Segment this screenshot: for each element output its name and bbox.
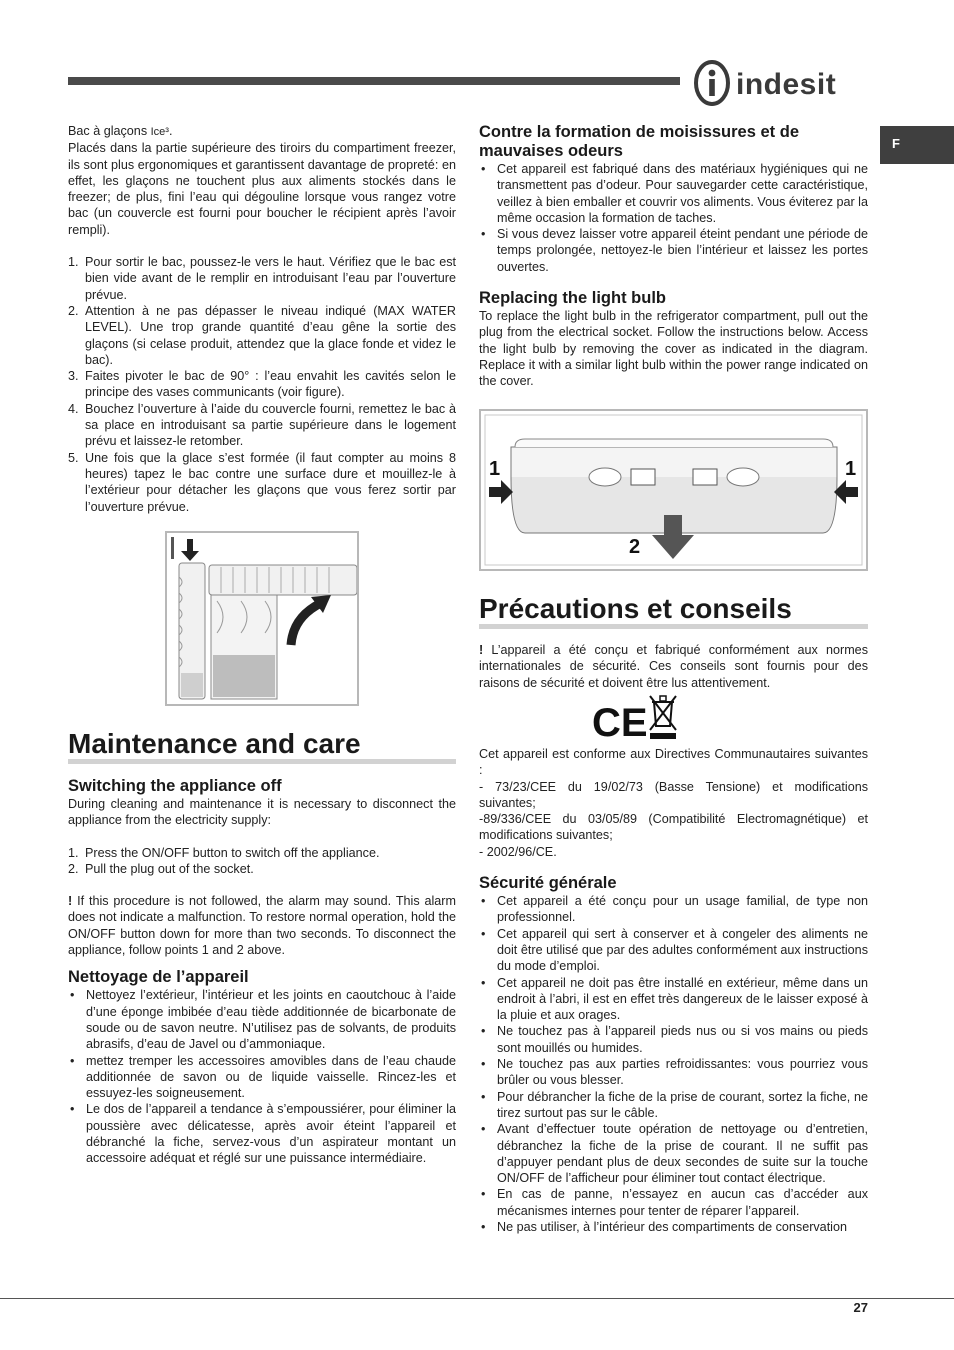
figure-label-bottom: 2 — [629, 536, 641, 558]
compliance-line: - 73/23/CEE du 19/02/73 (Basse Tensione) et modifications suivantes; — [479, 779, 868, 810]
page-number: 27 — [853, 1300, 868, 1315]
maintenance-section — [68, 777, 456, 1167]
switching-warning: ! If this procedure is not followed, the alarm may sound. This alarm does not indicate a malfunction. To restore normal operation, hold the ON/OFF button down for more than two seconds. To disconnect the appliance, follow points 1 and 2 above. — [68, 894, 456, 958]
figure-label-right: 1 — [845, 458, 857, 480]
ice-heading: Bac à glaçons Ice³. — [68, 124, 173, 138]
mould-list — [479, 161, 868, 275]
indesit-logo — [692, 60, 872, 106]
ce-mark: CE — [592, 701, 648, 740]
ice-tray-figure — [165, 531, 359, 706]
switching-intro: During cleaning and maintenance it is necessary to disconnect the appliance from the electricity supply: — [68, 797, 456, 828]
light-cover-illustration — [481, 411, 866, 569]
compliance-marks — [592, 692, 678, 740]
list-item: • Cet appareil est fabriqué dans des matériaux hygiéniques qui ne transmettent pas d’odeur. Pour sauvegarder cette caractéristique, veillez à bien emballer et couvrir vos aliments. Vous éviterez par la même occasion la formation de taches. — [479, 161, 868, 226]
list-item: • Cet appareil a été conçu pour un usage familial, de type non professionnel. — [479, 893, 868, 926]
header-rule — [68, 77, 680, 85]
switching-heading: Switching the appliance off — [68, 777, 282, 795]
precautions-section — [479, 746, 868, 1235]
compliance-line: Cet appareil est conforme aux Directives Communautaires suivantes : — [479, 747, 868, 778]
list-item: • Cet appareil ne doit pas être installé en extérieur, même dans un endroit à l’abri, il est en effet très dangereux de le laisser exposé à la pluie et aux orages. — [479, 975, 868, 1024]
list-item: • Nettoyez l’extérieur, l’intérieur et les joints en caoutchouc à l’aide d’une éponge imbibée d’eau tiède additionnée de bicarbonate de soude ou de savon neutre. N’utilisez pas de solvants, de produits abrasifs, d’eau de Javel ou d’ammoniaque. — [68, 987, 456, 1052]
list-item: 3. Faites pivoter le bac de 90° : l’eau envahit les cavités selon le principe des vases communicants (voir figure). — [68, 369, 456, 400]
list-item: • Ne touchez pas aux parties refroidissantes: vous pourriez vous brûler ou vous blesser. — [479, 1056, 868, 1089]
footer-rule — [0, 1298, 954, 1299]
list-item: 1. Press the ON/OFF button to switch off the appliance. — [68, 845, 380, 860]
light-cover-figure — [479, 409, 868, 571]
ice-tray-section — [68, 123, 456, 515]
compliance-line: - 2002/96/CE. — [479, 844, 557, 859]
cleaning-heading: Nettoyage de l’appareil — [68, 968, 249, 987]
precautions-title: Précautions et conseils — [479, 593, 792, 624]
bulb-heading: Replacing the light bulb — [479, 289, 666, 308]
mould-section — [479, 123, 868, 390]
list-item: • Si vous devez laisser votre appareil éteint pendant une période de temps prolongée, nettoyez-le bien l’intérieur et laissez les portes ouvertes. — [479, 226, 868, 275]
list-item: • Ne touchez pas à l’appareil pieds nus ou si vos mains ou pieds sont mouillés ou humides. — [479, 1023, 868, 1056]
list-item: • Le dos de l’appareil a tendance à s’empoussiérer, pour éliminer la poussière avec délicatesse, après avoir éteint l’appareil et débranché la fiche, servez-vous d’un aspirateur montant un accessoire adéquat et réglé sur une puissance intermédiaire. — [68, 1101, 456, 1166]
list-item: • Avant d’effectuer toute opération de nettoyage ou d’entretien, débranchez la fiche de la prise de courant. Il ne suffit pas d’appuyer pendant plus de deux secondes de suite sur la touche ON/OFF de l’afficheur pour éliminer tout contact électrique. — [479, 1121, 868, 1186]
compliance-line: -89/336/CEE du 03/05/89 (Compatibilité Electromagnétique) et modifications suivantes; — [479, 812, 868, 843]
precautions-title-rule — [479, 624, 868, 629]
list-item: • Ne pas utiliser, à l’intérieur des compartiments de conservation — [479, 1219, 868, 1235]
mould-heading: Contre la formation de moisissures et de mauvaises odeurs — [479, 123, 799, 160]
ice-steps — [68, 254, 456, 515]
safety-heading: Sécurité générale — [479, 874, 617, 893]
list-item: • En cas de panne, n’essayez en aucun cas d’accéder aux mécanismes internes pour tenter de réparer l’appareil. — [479, 1186, 868, 1219]
list-item: • mettez tremper les accessoires amovibles dans de l’eau chaude additionnée de savon ou de liquide vaisselle. Rincez-les et essuyez-les soigneusement. — [68, 1053, 456, 1102]
bulb-text: To replace the light bulb in the refrigerator compartment, pull out the plug from the electrical socket. Follow the instructions below. Access the light bulb by removing the cover as indicated in the diagram. Replace it with a similar light bulb within the power range indicated on the cover. — [479, 309, 868, 389]
list-item: 4. Bouchez l’ouverture à l’aide du couvercle fourni, remettez le bac à sa place en introduisant sa partie supérieure dans le logement prévu et laissez-le retomber. — [68, 401, 456, 449]
maintenance-title-rule — [68, 759, 456, 764]
maintenance-title: Maintenance and care — [68, 728, 361, 759]
language-tab: F — [880, 126, 954, 164]
list-item: 2. Pull the plug out of the socket. — [68, 861, 254, 876]
list-item: 1. Pour sortir le bac, poussez-le vers le haut. Vérifiez que le bac est bien vide avant de le remplir en introduisant l’eau par l’ouverture prévue. — [68, 255, 456, 302]
ice-intro: Placés dans la partie supérieure des tiroirs du compartiment freezer, ils sont plus ergonomiques et garantissent davantage de propreté: en effet, les glaçons ne touchent plus aux aliments stockés dans le freezer; de plus, fini l’eau qui dégouline lorsque vous rangez votre bac (un couvercle est fourni pour boucher le récipient après l’avoir rempli). — [68, 141, 456, 237]
precautions-intro-block — [479, 642, 868, 691]
list-item: • Pour débrancher la fiche de la prise de courant, sortez la fiche, ne tirez surtout pas sur le câble. — [479, 1089, 868, 1122]
list-item: • Cet appareil qui sert à conserver et à congeler des aliments ne doit être utilisé que par des adultes conformément aux instructions du mode d’emploi. — [479, 926, 868, 975]
weee-bin-icon — [650, 696, 676, 739]
brand-wordmark: indesit — [736, 68, 837, 101]
precautions-intro: ! L’appareil a été conçu et fabriqué conformément aux normes internationales de sécurité. Ces conseils sont fournis pour des raisons de sécurité et doivent être lus attentivement. — [479, 643, 868, 690]
safety-list — [479, 893, 868, 1235]
figure-label-left: 1 — [489, 458, 501, 480]
list-item: 2. Attention à ne pas dépasser le niveau indiqué (MAX WATER LEVEL). Une trop grande quantité d’eau gêne la sortie des glaçons (si celase produit, attendez que la glace fonde et videz le bac). — [68, 303, 456, 367]
ice-tray-illustration — [167, 533, 357, 704]
switching-steps — [68, 845, 456, 878]
cleaning-list — [68, 987, 456, 1166]
list-item: 5. Une fois que la glace s’est formée (il faut compter au moins 8 heures) tapez le bac contre une surface dure et mouillez-le à l’extérieur pour détacher les glaçons que vous ferez sortir par l’ouverture prévue. — [68, 450, 456, 514]
